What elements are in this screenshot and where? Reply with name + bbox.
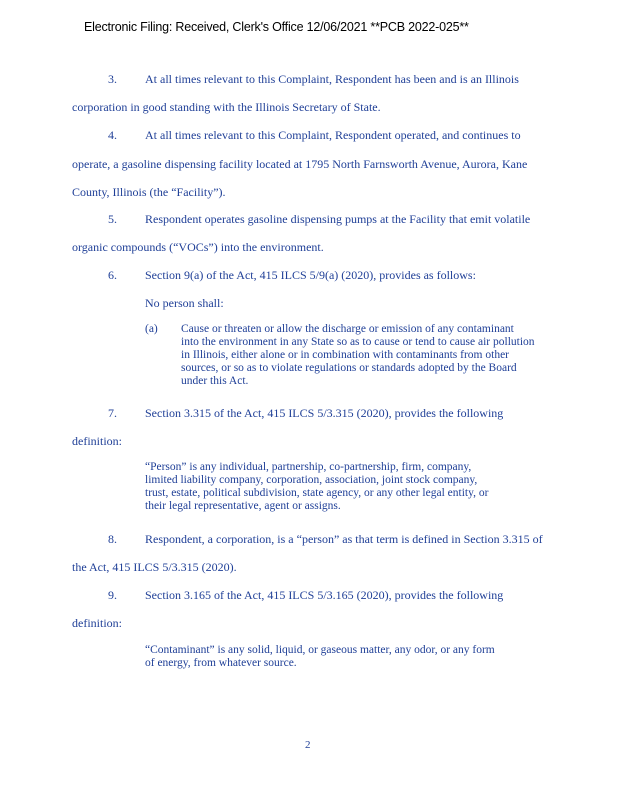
paragraph-line: the Act, 415 ILCS 5/3.315 (2020). — [72, 560, 237, 574]
definition-line: of energy, from whatever source. — [145, 657, 297, 669]
paragraph-line: Section 9(a) of the Act, 415 ILCS 5/9(a) (2020), provides as follows: — [145, 268, 476, 282]
definition-line: “Person” is any individual, partnership, co-partnership, firm, company, — [145, 461, 472, 473]
paragraph-number: 8. — [108, 532, 117, 546]
paragraph-line: definition: — [72, 434, 122, 448]
paragraph-number: 9. — [108, 588, 117, 602]
quote-line: under this Act. — [181, 375, 249, 387]
quote-line: Cause or threaten or allow the discharge or emission of any contaminant — [181, 323, 514, 335]
quote-intro: No person shall: — [145, 296, 224, 310]
contaminant-definition-block — [145, 644, 495, 670]
paragraph-line: corporation in good standing with the Illinois Secretary of State. — [72, 100, 381, 114]
paragraph-number: 5. — [108, 212, 117, 226]
paragraph-line: Respondent, a corporation, is a “person” as that term is defined in Section 3.315 of — [145, 532, 543, 546]
filing-header: Electronic Filing: Received, Clerk's Office 12/06/2021 **PCB 2022-025** — [84, 20, 469, 34]
paragraph-line: Section 3.315 of the Act, 415 ILCS 5/3.315 (2020), provides the following — [145, 406, 504, 420]
paragraph-line: definition: — [72, 616, 122, 630]
paragraph-line: operate, a gasoline dispensing facility located at 1795 North Farnsworth Avenue, Aurora, Kane — [72, 157, 528, 171]
paragraph-number: 3. — [108, 72, 117, 86]
paragraph-line: Respondent operates gasoline dispensing pumps at the Facility that emit volatile — [145, 212, 531, 226]
paragraph-number: 7. — [108, 406, 117, 420]
quote-line: into the environment in any State so as to cause or tend to cause air pollution — [181, 336, 535, 348]
page-number: 2 — [305, 739, 311, 751]
quote-item-label: (a) — [145, 323, 158, 335]
paragraph-number: 4. — [108, 128, 117, 142]
paragraph-line: organic compounds (“VOCs”) into the environment. — [72, 240, 324, 254]
paragraph-number: 6. — [108, 268, 117, 282]
definition-line: their legal representative, agent or assigns. — [145, 500, 341, 512]
quote-line: in Illinois, either alone or in combination with contaminants from other — [181, 349, 509, 361]
person-definition-block — [145, 461, 488, 513]
definition-line: trust, estate, political subdivision, state agency, or any other legal entity, or — [145, 487, 489, 499]
definition-line: limited liability company, corporation, association, joint stock company, — [145, 474, 478, 486]
quote-line: sources, or so as to violate regulations or standards adopted by the Board — [181, 362, 517, 374]
definition-line: “Contaminant” is any solid, liquid, or gaseous matter, any odor, or any form — [145, 644, 495, 656]
quote-block-a — [181, 323, 535, 388]
paragraph-line: At all times relevant to this Complaint, Respondent has been and is an Illinois — [145, 72, 519, 86]
paragraph-line: County, Illinois (the “Facility”). — [72, 185, 226, 199]
paragraph-line: Section 3.165 of the Act, 415 ILCS 5/3.165 (2020), provides the following — [145, 588, 504, 602]
paragraph-line: At all times relevant to this Complaint, Respondent operated, and continues to — [145, 128, 521, 142]
